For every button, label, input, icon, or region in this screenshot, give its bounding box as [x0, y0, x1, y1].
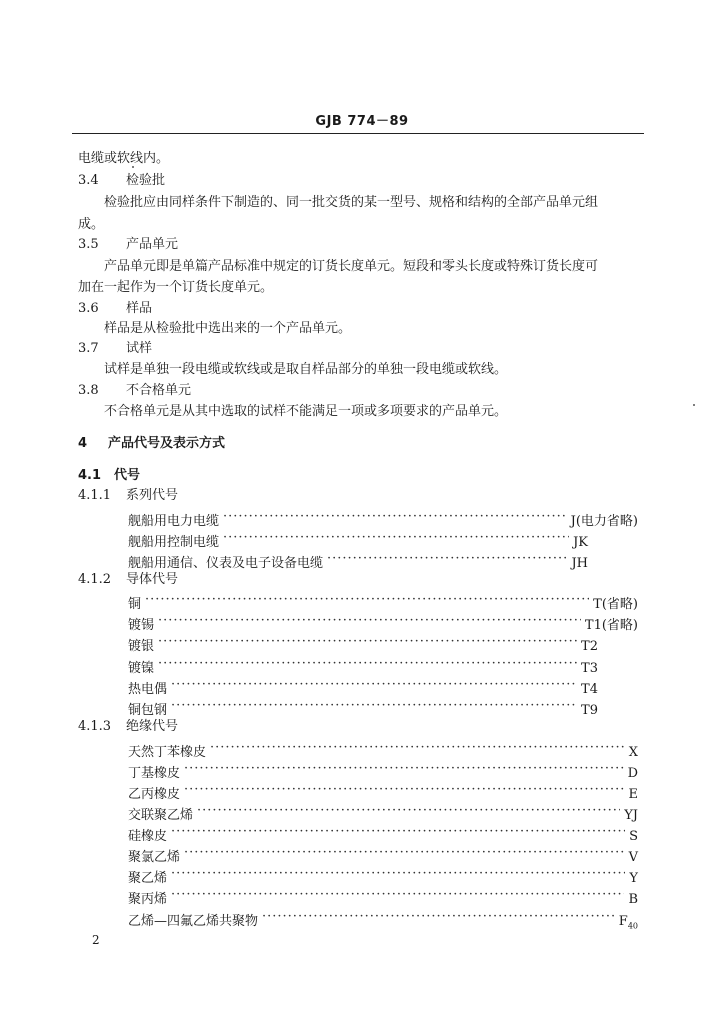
- item-code: B: [628, 892, 638, 907]
- item-code: D: [627, 766, 638, 781]
- header-rule: [72, 133, 644, 134]
- list-item: [128, 551, 588, 572]
- leader-dots: [197, 803, 620, 819]
- section-title: 产品代号及表示方式: [108, 436, 226, 451]
- item-code: J(电力省略): [570, 514, 638, 529]
- section-title: 试样: [126, 341, 153, 356]
- scan-speck: [132, 166, 134, 168]
- leader-dots: [171, 677, 577, 693]
- paragraph-continuation: 电缆或软线内。: [78, 151, 170, 166]
- list-item: [128, 509, 638, 530]
- leader-dots: [327, 551, 567, 567]
- leader-dots: [171, 866, 625, 882]
- item-label: 乙丙橡皮: [128, 787, 181, 802]
- section-3-7-text: 试样是单独一段电缆或软线或是取自样品部分的单独一段电缆或软线。: [104, 362, 508, 377]
- section-number: 4: [78, 436, 88, 451]
- list-item: [128, 698, 598, 719]
- section-3-6-heading: [78, 301, 152, 317]
- item-label: 镀银: [128, 639, 155, 654]
- leader-dots: [171, 824, 625, 840]
- list-item: [128, 677, 598, 698]
- section-number: 3.4: [78, 173, 99, 188]
- section-3-8-heading: [78, 383, 191, 399]
- item-label: 交联聚乙烯: [128, 808, 194, 823]
- leader-dots: [171, 887, 624, 903]
- item-label: 聚乙烯: [128, 871, 168, 886]
- leader-dots: [158, 656, 577, 672]
- section-3-5-text-line-1: 产品单元即是单篇产品标准中规定的订货长度单元。短段和零头长度或特殊订货长度可: [104, 259, 599, 274]
- leader-dots: [210, 740, 625, 756]
- list-item: [128, 656, 598, 677]
- page-number: 2: [92, 933, 100, 947]
- section-3-5-text-line-2: 加在一起作为一个订货长度单元。: [78, 280, 274, 295]
- item-label: 热电偶: [128, 682, 168, 697]
- item-code: JH: [571, 556, 588, 571]
- section-4-1-3-heading: [78, 719, 178, 735]
- section-3-4-text-line-2: 成。: [78, 217, 105, 232]
- code-main: F: [618, 914, 628, 929]
- item-code: T4: [581, 682, 598, 697]
- list-item: [128, 761, 638, 782]
- section-3-4-heading: [78, 173, 165, 189]
- section-3-5-heading: [78, 237, 178, 253]
- item-label: 丁基橡皮: [128, 766, 181, 781]
- leader-dots: [158, 613, 581, 629]
- scan-speck: [693, 404, 695, 406]
- leader-dots: [184, 782, 624, 798]
- item-code: T(省略): [593, 597, 638, 612]
- leader-dots: [262, 909, 615, 925]
- item-code: T3: [581, 661, 598, 676]
- item-code: JK: [573, 535, 588, 550]
- section-4-heading: [78, 436, 225, 452]
- section-title: 检验批: [126, 173, 166, 188]
- section-3-7-heading: [78, 341, 152, 357]
- list-item: [128, 845, 638, 866]
- section-number: 4.1.3: [78, 719, 112, 734]
- list-item: [128, 803, 638, 824]
- item-code: T2: [581, 639, 598, 654]
- section-number: 3.5: [78, 237, 99, 252]
- leader-dots: [171, 698, 577, 714]
- item-label: 镀镍: [128, 661, 155, 676]
- section-4-1-heading: [78, 468, 140, 484]
- item-label: 镀锡: [128, 618, 155, 633]
- list-item: [128, 824, 638, 845]
- section-title: 导体代号: [126, 572, 179, 587]
- document-header: GJB 774－89: [315, 114, 409, 129]
- list-item: [128, 782, 638, 803]
- leader-dots: [223, 530, 569, 546]
- section-title: 不合格单元: [126, 383, 192, 398]
- section-title: 样品: [126, 301, 153, 316]
- list-item: [128, 866, 638, 887]
- section-number: 4.1.1: [78, 488, 112, 503]
- leader-dots: [184, 761, 624, 777]
- list-item: [128, 887, 638, 908]
- section-title: 产品单元: [126, 237, 179, 252]
- list-item: [128, 909, 638, 935]
- item-code: T9: [581, 703, 598, 718]
- item-label: 舰船用电力电缆: [128, 514, 220, 529]
- item-label: 舰船用控制电缆: [128, 535, 220, 550]
- section-title: 系列代号: [126, 488, 179, 503]
- section-number: 3.7: [78, 341, 99, 356]
- item-code: V: [628, 850, 638, 865]
- list-item: [128, 592, 638, 613]
- section-number: 3.8: [78, 383, 99, 398]
- item-label: 舰船用通信、仪表及电子设备电缆: [128, 556, 324, 571]
- item-code: S: [629, 829, 638, 844]
- section-4-1-1-heading: [78, 488, 178, 504]
- list-item: [128, 530, 588, 551]
- item-code: E: [628, 787, 638, 802]
- code-subscript: 40: [627, 921, 638, 931]
- item-code: T1(省略): [584, 618, 638, 633]
- leader-dots: [145, 592, 589, 608]
- section-title: 绝缘代号: [126, 719, 179, 734]
- item-label: 硅橡皮: [128, 829, 168, 844]
- leader-dots: [184, 845, 625, 861]
- item-code: YJ: [624, 808, 638, 823]
- leader-dots: [223, 509, 567, 525]
- section-number: 3.6: [78, 301, 99, 316]
- item-label: 乙烯—四氟乙烯共聚物: [128, 914, 259, 929]
- list-item: [128, 740, 638, 761]
- section-3-4-text-line-1: 检验批应由同样条件下制造的、同一批交货的某一型号、规格和结构的全部产品单元组: [104, 195, 599, 210]
- item-label: 铜: [128, 597, 142, 612]
- list-item: [128, 613, 638, 634]
- item-code: Y: [629, 871, 638, 886]
- item-label: 天然丁苯橡皮: [128, 745, 207, 760]
- item-label: 聚氯乙烯: [128, 850, 181, 865]
- leader-dots: [158, 634, 577, 650]
- list-item: [128, 634, 598, 655]
- section-4-1-2-heading: [78, 572, 178, 588]
- section-title: 代号: [114, 468, 141, 483]
- item-code: X: [628, 745, 638, 760]
- section-number: 4.1.2: [78, 572, 112, 587]
- section-3-8-text: 不合格单元是从其中选取的试样不能满足一项或多项要求的产品单元。: [104, 404, 508, 419]
- section-3-6-text: 样品是从检验批中选出来的一个产品单元。: [104, 321, 352, 336]
- item-code: [619, 914, 638, 935]
- item-label: 聚丙烯: [128, 892, 168, 907]
- item-label: 铜包钢: [128, 703, 168, 718]
- section-number: 4.1: [78, 468, 102, 483]
